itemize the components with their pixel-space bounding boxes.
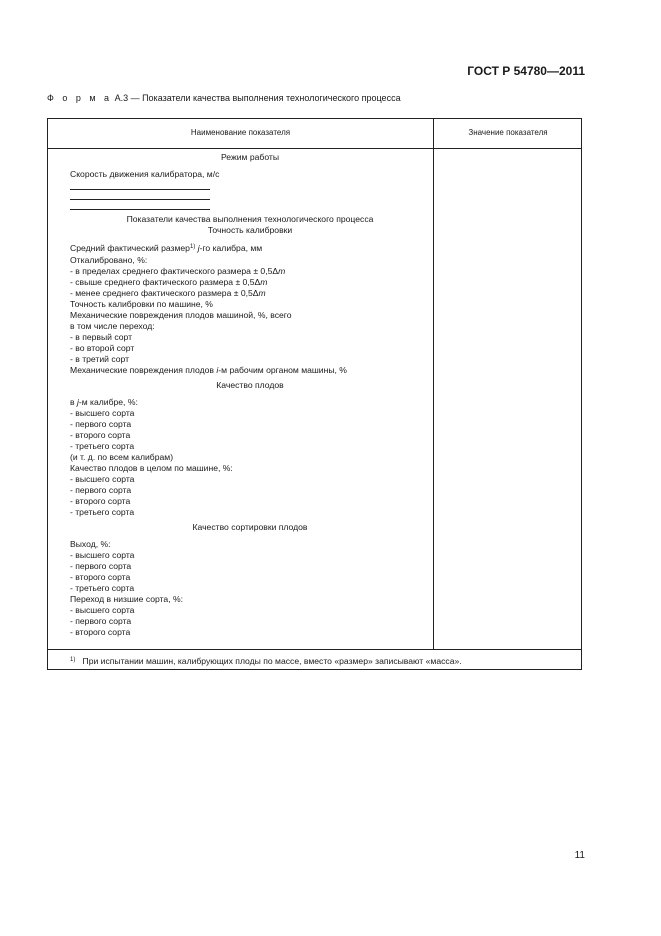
avg-size-tail: -го калибра, мм [199,243,263,253]
list-item: - в пределах среднего фактического размера ± 0,5Δm [70,266,286,276]
list-item: - во второй сорт [70,343,135,353]
list-item: - в первый сорт [70,332,133,342]
column-header-value: Значение показателя [468,128,548,137]
list-item: - третьего сорта [70,507,135,517]
var-m: m [278,266,286,276]
footnote [70,656,462,666]
indicators-list [70,152,430,638]
column-header-name: Наименование показателя [190,128,291,137]
list-item: - в третий сорт [70,354,130,364]
form-caption-text: А.3 — Показатели качества выполнения технологического процесса [114,93,401,103]
list-item: - третьего сорта [70,583,135,593]
section-title-accuracy: Точность калибровки [207,225,293,235]
blank-line-3 [70,200,210,210]
footnote-ref: 1) [189,244,196,250]
blank-line-2 [70,190,210,200]
section-title-mode: Режим работы [220,152,280,162]
in-j-caliber-label: в j-м калибре, %: [70,397,138,407]
list-item: - высшего сорта [70,605,135,615]
list-item: - второго сорта [70,496,131,506]
calibrated-label: Откалибровано, %: [70,255,148,265]
yield-label: Выход, %: [70,539,111,549]
page-number: 11 [574,850,585,861]
var-m: m [260,277,268,287]
list-item: - свыше среднего фактического размера ± 0,5Δm [70,277,268,287]
list-item: - высшего сорта [70,474,135,484]
var-j: j [76,397,79,407]
list-item: - первого сорта [70,485,132,495]
var-j: j [197,243,200,253]
blank-line-1 [70,180,210,190]
list-item: - второго сорта [70,572,131,582]
footnote-text: При испытании машин, калибрующих плоды по массе, вместо «размер» записывают «масса». [82,656,462,666]
list-item: - менее среднего фактического размера ± 0,5Δm [70,288,266,298]
header-divider [48,148,581,149]
avg-size-text: Средний фактический размер [70,243,190,253]
form-caption-prefix: Ф о р м а [47,93,113,103]
mech-damage-i-label: Механические повреждения плодов i-м рабочим органом машины, % [70,365,347,375]
var-m: m [258,288,266,298]
column-divider [433,119,434,649]
list-item: - второго сорта [70,627,131,637]
list-item: - высшего сорта [70,550,135,560]
lower-transition-label: Переход в низшие сорта, %: [70,594,184,604]
list-item: - второго сорта [70,430,131,440]
indicators-table [47,118,582,670]
var-i: i [216,365,219,375]
standard-number: ГОСТ Р 54780—2011 [467,64,585,78]
footnote-mark: 1) [70,657,76,663]
section-title-sorting: Качество сортировки плодов [192,522,308,532]
form-caption [47,93,401,103]
avg-size-label [70,242,430,255]
mech-damage-label: Механические повреждения плодов машиной, %, всего [70,310,292,320]
overall-quality-label: Качество плодов в целом по машине, %: [70,463,233,473]
section-title-fruit-quality: Качество плодов [216,380,284,390]
list-item: - высшего сорта [70,408,135,418]
list-item: - первого сорта [70,419,132,429]
section-title-quality: Показатели качества выполнения технологического процесса [126,214,374,224]
speed-label: Скорость движения калибратора, м/с [70,169,220,179]
incl-transition-label: в том числе переход: [70,321,155,331]
machine-accuracy-label: Точность калибровки по машине, % [70,299,213,309]
footnote-divider [48,649,581,650]
all-calibers-note: (и т. д. по всем калибрам) [70,452,174,462]
list-item: - первого сорта [70,616,132,626]
list-item: - первого сорта [70,561,132,571]
list-item: - третьего сорта [70,441,135,451]
